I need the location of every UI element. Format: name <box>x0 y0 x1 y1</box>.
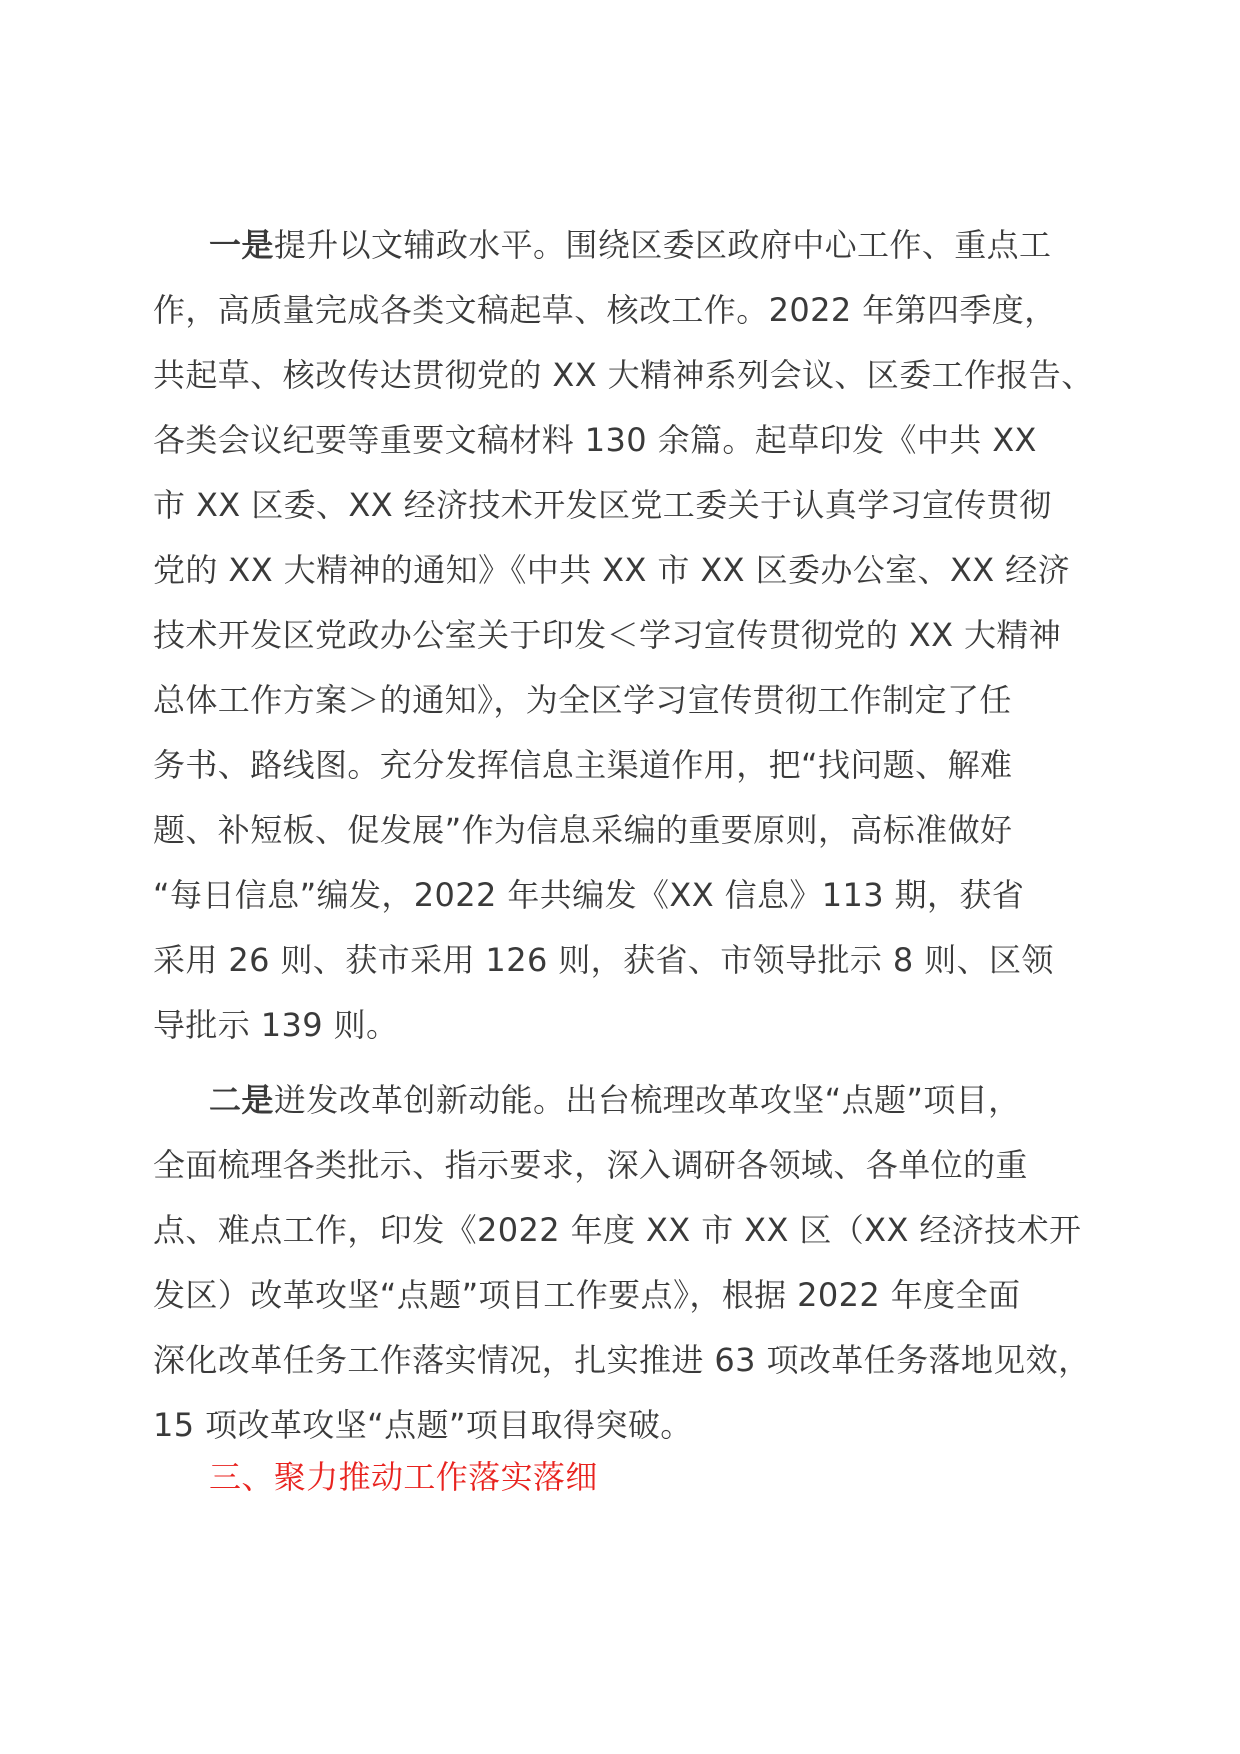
paragraph-line: 题、补短板、促发展”作为信息采编的重要原则，高标准做好 <box>153 811 1013 849</box>
section-heading: 三、聚力推动工作落实落细 <box>209 1458 598 1496</box>
paragraph-line: 15 项改革攻坚“点题”项目取得突破。 <box>153 1406 693 1444</box>
paragraph-line: 导批示 139 则。 <box>153 1006 399 1044</box>
paragraph-line: 点、难点工作，印发《2022 年度 XX 市 XX 区（XX 经济技术开 <box>153 1211 1082 1249</box>
paragraph-line-text: 迸发改革创新动能。出台梳理改革攻坚“点题”项目， <box>273 1081 1021 1119</box>
paragraph-line: “每日信息”编发，2022 年共编发《XX 信息》113 期，获省 <box>153 876 1025 914</box>
paragraph-line: 各类会议纪要等重要文稿材料 130 余篇。起草印发《中共 XX <box>153 421 1037 459</box>
paragraph-line <box>153 213 1103 278</box>
paragraph-lead: 二是 <box>209 1081 274 1119</box>
paragraph-lead: 一是 <box>209 226 274 264</box>
paragraph-line: 市 XX 区委、XX 经济技术开发区党工委关于认真学习宣传贯彻 <box>153 486 1052 524</box>
paragraph-line: 发区）改革攻坚“点题”项目工作要点》，根据 2022 年度全面 <box>153 1276 1021 1314</box>
paragraph-line-text: 提升以文辅政水平。围绕区委区政府中心工作、重点工 <box>273 226 1052 264</box>
paragraph-1 <box>153 213 1103 1058</box>
paragraph-line: 技术开发区党政办公室关于印发＜学习宣传贯彻党的 XX 大精神 <box>153 616 1062 654</box>
paragraph-2 <box>153 1068 1103 1458</box>
paragraph-line: 总体工作方案＞的通知》，为全区学习宣传贯彻工作制定了任 <box>153 681 1012 719</box>
paragraph-line: 采用 26 则、获市采用 126 则，获省、市领导批示 8 则、区领 <box>153 941 1054 979</box>
paragraph-line: 深化改革任务工作落实情况，扎实推进 63 项改革任务落地见效， <box>153 1341 1091 1379</box>
paragraph-line: 作，高质量完成各类文稿起草、核改工作。2022 年第四季度， <box>153 291 1057 329</box>
paragraph-line: 共起草、核改传达贯彻党的 XX 大精神系列会议、区委工作报告、 <box>153 356 1094 394</box>
paragraph-line: 党的 XX 大精神的通知》《中共 XX 市 XX 区委办公室、XX 经济 <box>153 551 1070 589</box>
paragraph-line: 务书、路线图。充分发挥信息主渠道作用，把“找问题、解难 <box>153 746 1013 784</box>
paragraph-line <box>153 1068 1103 1133</box>
paragraph-line: 全面梳理各类批示、指示要求，深入调研各领域、各单位的重 <box>153 1146 1028 1184</box>
